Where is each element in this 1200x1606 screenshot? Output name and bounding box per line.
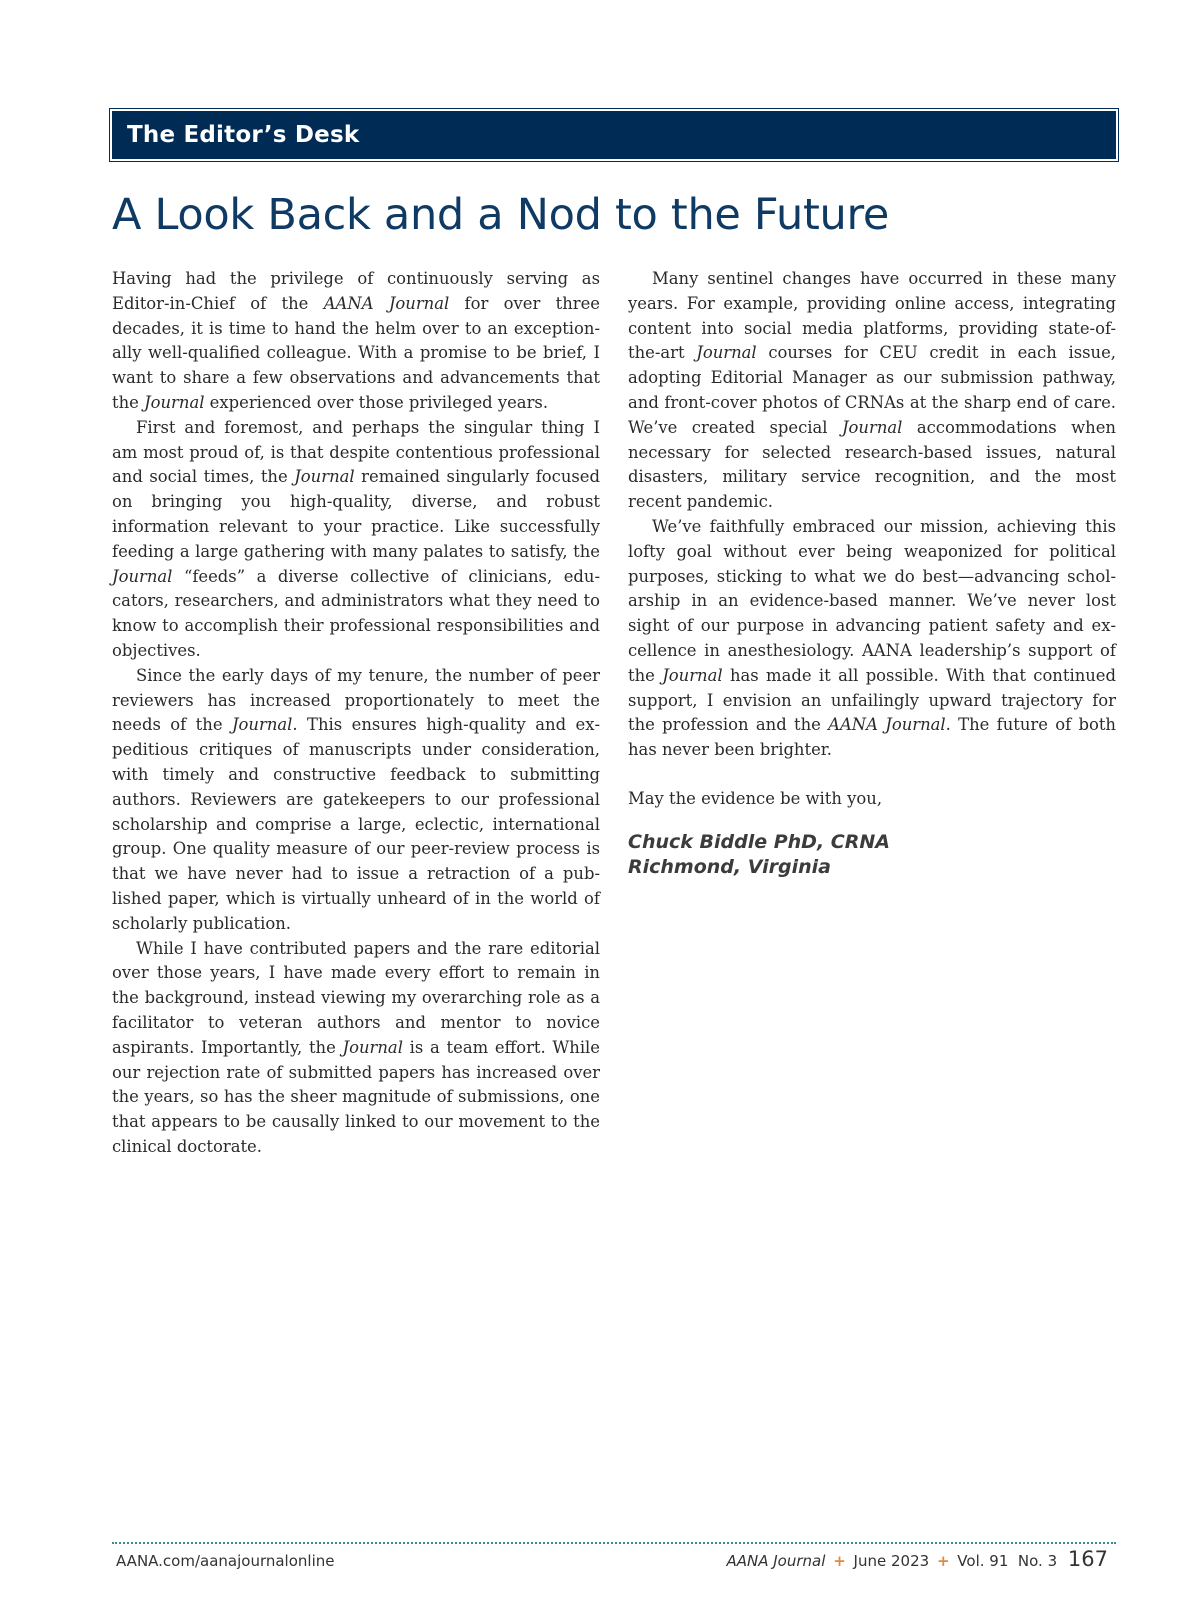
section-label: The Editor’s Desk [127,122,360,148]
paragraph-1: Having had the privilege of continuously serving as Editor-in-Chief of the AANA Journal for over three decades, it is time to hand the helm over to an exceptionally well-qualified colleague. With a promise to be brief, I want to share a few observations and advancements that the Journal experienced over those privileged years. [112,269,600,412]
closing-line: May the evidence be with you, [628,788,883,808]
paragraph-4: While I have contributed papers and the rare editorial over those years, I have made every effort to remain in the background, instead viewing my overarching role as a facilitator to veteran authors and mentor to novice aspirants. Importantly, the Journal is a team effort. While our rejection rate of submitted papers has increased over the years, so has the sheer magnitude of submissions, one that appears to be causally linked to our movement to the clinical doctorate. [112,938,601,1156]
footer-divider [112,1542,1116,1544]
footer-citation [726,1547,1108,1571]
page-number: 167 [1067,1547,1108,1571]
signature-name: Chuck Biddle PhD, CRNA [628,830,890,853]
footer-volume: Vol. 91 No. 3 [957,1552,1058,1570]
footer-journal: AANA Journal [726,1552,826,1570]
section-banner [112,111,1116,159]
footer-date: June 2023 [853,1552,930,1570]
signature-block [628,830,1116,880]
article-title: A Look Back and a Nod to the Future [112,190,890,240]
paragraph-2: First and foremost, and perhaps the singular thing I am most proud of, is that despite contentious professional and social times, the Journal remained singularly focused on bringing you high-quality, diverse, and robust information relevant to your practice. Like successfully feeding a large gathering with many palates to satisfy, the Journal “feeds” a diverse collective of clinicians, educators, researchers, and administrators what they need to know to accomplish their professional responsibilities and objectives. [112,417,600,660]
column-left [112,267,600,1160]
column-right [628,267,1116,880]
paragraph-3: Since the early days of my tenure, the number of peer reviewers has increased proportionately to meet the needs of the Journal. This ensures high-quality and expeditious critiques of manuscripts under consideration, with timely and constructive feedback to submitting authors. Reviewers are gatekeepers to our professional scholarship and comprise a large, eclectic, international group. One quality measure of our peer-review process is that we have never had to issue a retraction of a published paper, which is virtually unheard of in the world of scholarly publication. [112,665,600,933]
paragraph-5: Many sentinel changes have occurred in these many years. For example, providing online access, integrating content into social media platforms, providing state-of-the-art Journal courses for CEU credit in each issue, adopting Editorial Manager as our submission pathway, and front-cover photos of CRNAs at the sharp end of care. We’ve created special Journal accommodations when necessary for selected research-based issues, natural disasters, military service recognition, and the most recent pandemic. [628,269,1116,512]
plus-icon: + [936,1552,950,1570]
plus-icon: + [833,1552,846,1570]
signature-location: Richmond, Virginia [628,855,831,878]
paragraph-6: We’ve faithfully embraced our mission, achieving this lofty goal without ever being weaponized for political purposes, sticking to what we do best—advancing scholarship in an evidence-based manner. We’ve never lost sight of our purpose in advancing patient safety and excellence in anesthesiology. AANA leadership’s support of the Journal has made it all possible. With that continued support, I envision an unfailingly upward trajectory for the profession and the AANA Journal. The future of both has never been brighter. [628,516,1116,760]
footer-url[interactable]: AANA.com/aanajournalonline [116,1552,335,1570]
